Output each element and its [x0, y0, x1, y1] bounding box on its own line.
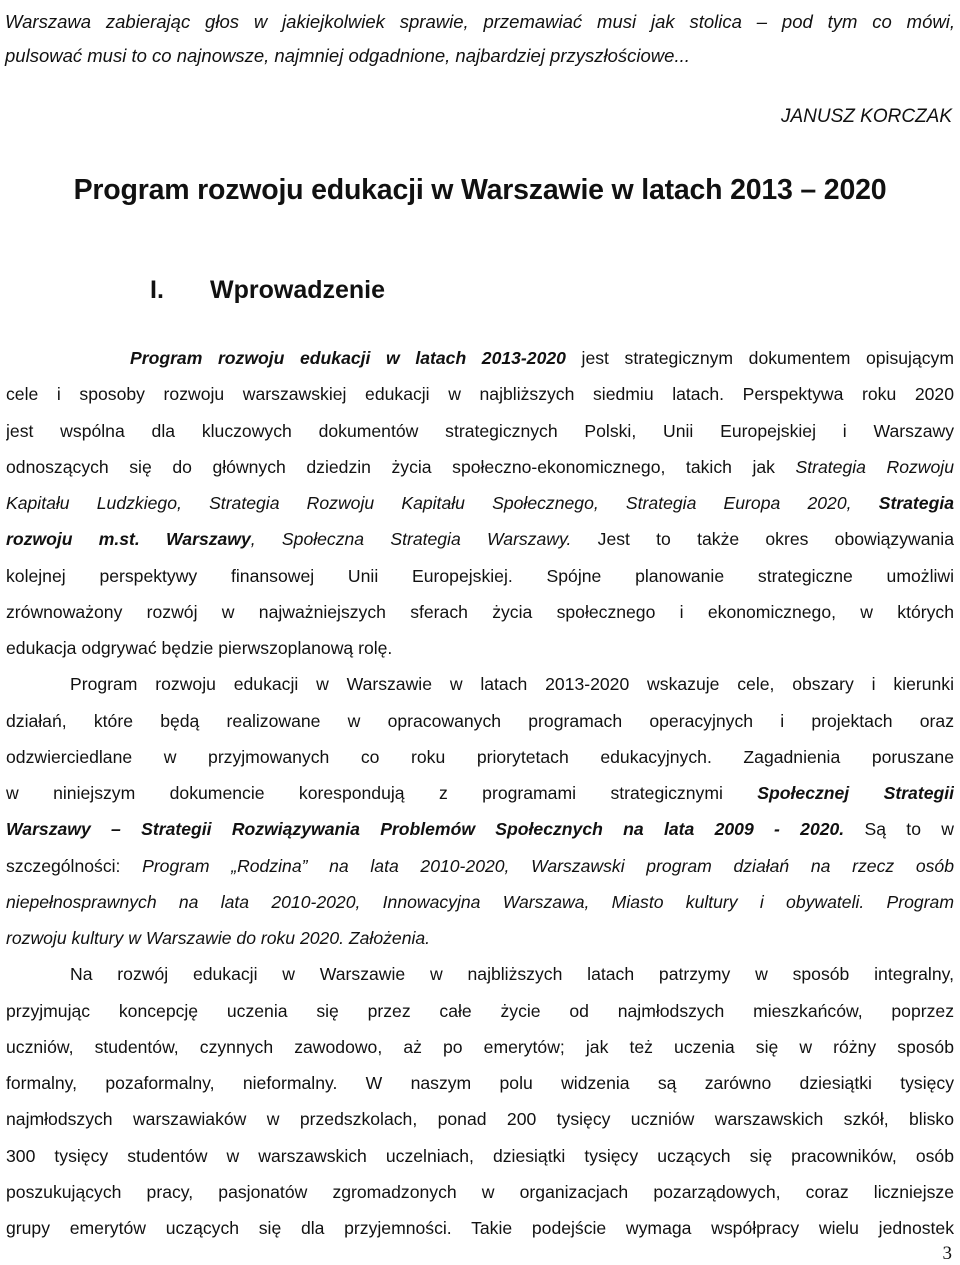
- text-run: Jest to także okres obowiązywania: [571, 529, 954, 550]
- text-line: [6, 926, 954, 962]
- text-run: Na rozwój edukacji w Warszawie w najbliższych latach patrzymy w sposób integralny,: [70, 964, 954, 985]
- text-run: najmłodszych warszawiaków w przedszkolach, ponad 200 tysięcy uczniów warszawskich szkół, blisko: [6, 1109, 954, 1130]
- text-line: [6, 745, 954, 781]
- document-title: Program rozwoju edukacji w Warszawie w latach 2013 – 2020: [73, 174, 887, 206]
- section-heading: Wprowadzenie: [210, 276, 386, 304]
- text-run: Są to w: [844, 819, 954, 840]
- text-line: [6, 419, 954, 455]
- emphasized-text-run: Strategia Rozwoju: [795, 456, 954, 477]
- text-run: grupy emerytów uczących się dla przyjemności. Takie podejście wymaga współpracy wielu jednostek: [6, 1218, 954, 1238]
- emphasized-text-run: Kapitału Ludzkiego, Strategia Rozwoju Kapitału Społecznego, Strategia Europa 2020,: [6, 493, 879, 513]
- text-run: działań, które będą realizowane w opracowanych programach operacyjnych i projektach oraz: [6, 710, 954, 731]
- emphasized-text-run: Warszawy – Strategii Rozwiązywania Problemów Społecznych na lata 2009 - 2020.: [6, 819, 845, 840]
- text-line: [6, 962, 954, 998]
- text-run: odzwierciedlane w przyjmowanych co roku priorytetach edukacyjnych. Zagadnienia poruszane: [6, 746, 954, 767]
- text-run: Program rozwoju edukacji w Warszawie w latach 2013-2020 wskazuje cele, obszary i kierunki: [70, 674, 954, 695]
- text-line: [6, 999, 954, 1035]
- text-run: szczególności:: [6, 855, 143, 876]
- emphasized-text-run: niepełnosprawnych na lata 2010-2020, Innowacyjna Warszawa, Miasto kultury i obywateli. Program: [6, 891, 954, 912]
- page-number: 3: [942, 1243, 952, 1264]
- text-line: [6, 890, 954, 926]
- emphasized-text-run: rozwoju kultury w Warszawie do roku 2020. Założenia.: [6, 928, 431, 948]
- text-run: cele i sposoby rozwoju warszawskiej edukacji w najbliższych siedmiu latach. Perspektywa roku 2020: [6, 384, 954, 405]
- text-run: kolejnej perspektywy finansowej Unii Europejskiej. Spójne planowanie strategiczne umożliwi: [6, 565, 954, 586]
- text-line: [6, 491, 954, 527]
- epigraph-author: JANUSZ KORCZAK: [780, 106, 952, 127]
- text-run: edukacja odgrywać będzie pierwszoplanową rolę.: [6, 638, 393, 658]
- text-line: [6, 1180, 954, 1216]
- text-line: [6, 636, 954, 672]
- section-number: I.: [150, 276, 164, 304]
- emphasized-text-run: rozwoju m.st. Warszawy: [6, 529, 251, 550]
- text-run: poszukujących pracy, pasjonatów zgromadzonych w organizacjach pozarządowych, coraz liczniejsze: [6, 1181, 954, 1202]
- emphasized-text-run: Społecznej Strategii: [757, 783, 954, 803]
- text-run: formalny, pozaformalny, nieformalny. W naszym polu widzenia są zarówno dziesiątki tysięcy: [6, 1073, 954, 1093]
- text-line: [6, 854, 954, 890]
- text-run: uczniów, studentów, czynnych zawodowo, aż po emerytów; jak też uczenia się w różny sposób: [6, 1036, 954, 1057]
- text-line: [6, 455, 954, 491]
- text-line: [6, 781, 954, 817]
- epigraph-line-1: Warszawa zabierając głos w jakiejkolwiek sprawie, przemawiać musi jak stolica – pod tym co mówi,: [5, 11, 955, 32]
- text-line: [6, 382, 954, 418]
- text-line: [6, 1216, 954, 1252]
- text-run: zrównoważony rozwój w najważniejszych sferach życia społecznego i ekonomicznego, w których: [6, 601, 954, 622]
- text-run: jest strategicznym dokumentem opisującym: [565, 348, 954, 368]
- emphasized-text-run: Program rozwoju edukacji w latach 2013-2020: [130, 348, 566, 368]
- emphasized-text-run: , Społeczna Strategia Warszawy.: [250, 529, 572, 550]
- text-run: jest wspólna dla kluczowych dokumentów strategicznych Polski, Unii Europejskiej i Warszawy: [6, 420, 954, 441]
- text-line: [6, 527, 954, 563]
- text-line: [6, 709, 954, 745]
- text-line: [6, 346, 954, 382]
- text-line: [6, 1071, 954, 1107]
- text-line: [6, 1107, 954, 1143]
- text-line: [6, 817, 954, 853]
- text-line: [6, 1035, 954, 1071]
- emphasized-text-run: Strategia: [878, 493, 954, 513]
- text-run: przyjmując koncepcję uczenia się przez całe życie od najmłodszych mieszkańców, poprzez: [6, 1000, 954, 1021]
- epigraph-line-2: pulsować musi to co najnowsze, najmniej odgadnione, najbardziej przyszłościowe...: [5, 45, 690, 66]
- body-text: [6, 346, 954, 1252]
- text-run: 300 tysięcy studentów w warszawskich uczelniach, dziesiątki tysięcy uczących się pracowników, osób: [6, 1145, 954, 1166]
- text-line: [6, 564, 954, 600]
- emphasized-text-run: Program „Rodzina” na lata 2010-2020, Warszawski program działań na rzecz osób: [142, 855, 954, 876]
- text-line: [6, 672, 954, 708]
- text-line: [6, 600, 954, 636]
- text-run: w niniejszym dokumencie korespondują z programami strategicznymi: [6, 783, 758, 803]
- text-line: [6, 1144, 954, 1180]
- text-run: odnoszących się do głównych dziedzin życia społeczno-ekonomicznego, takich jak: [6, 456, 796, 477]
